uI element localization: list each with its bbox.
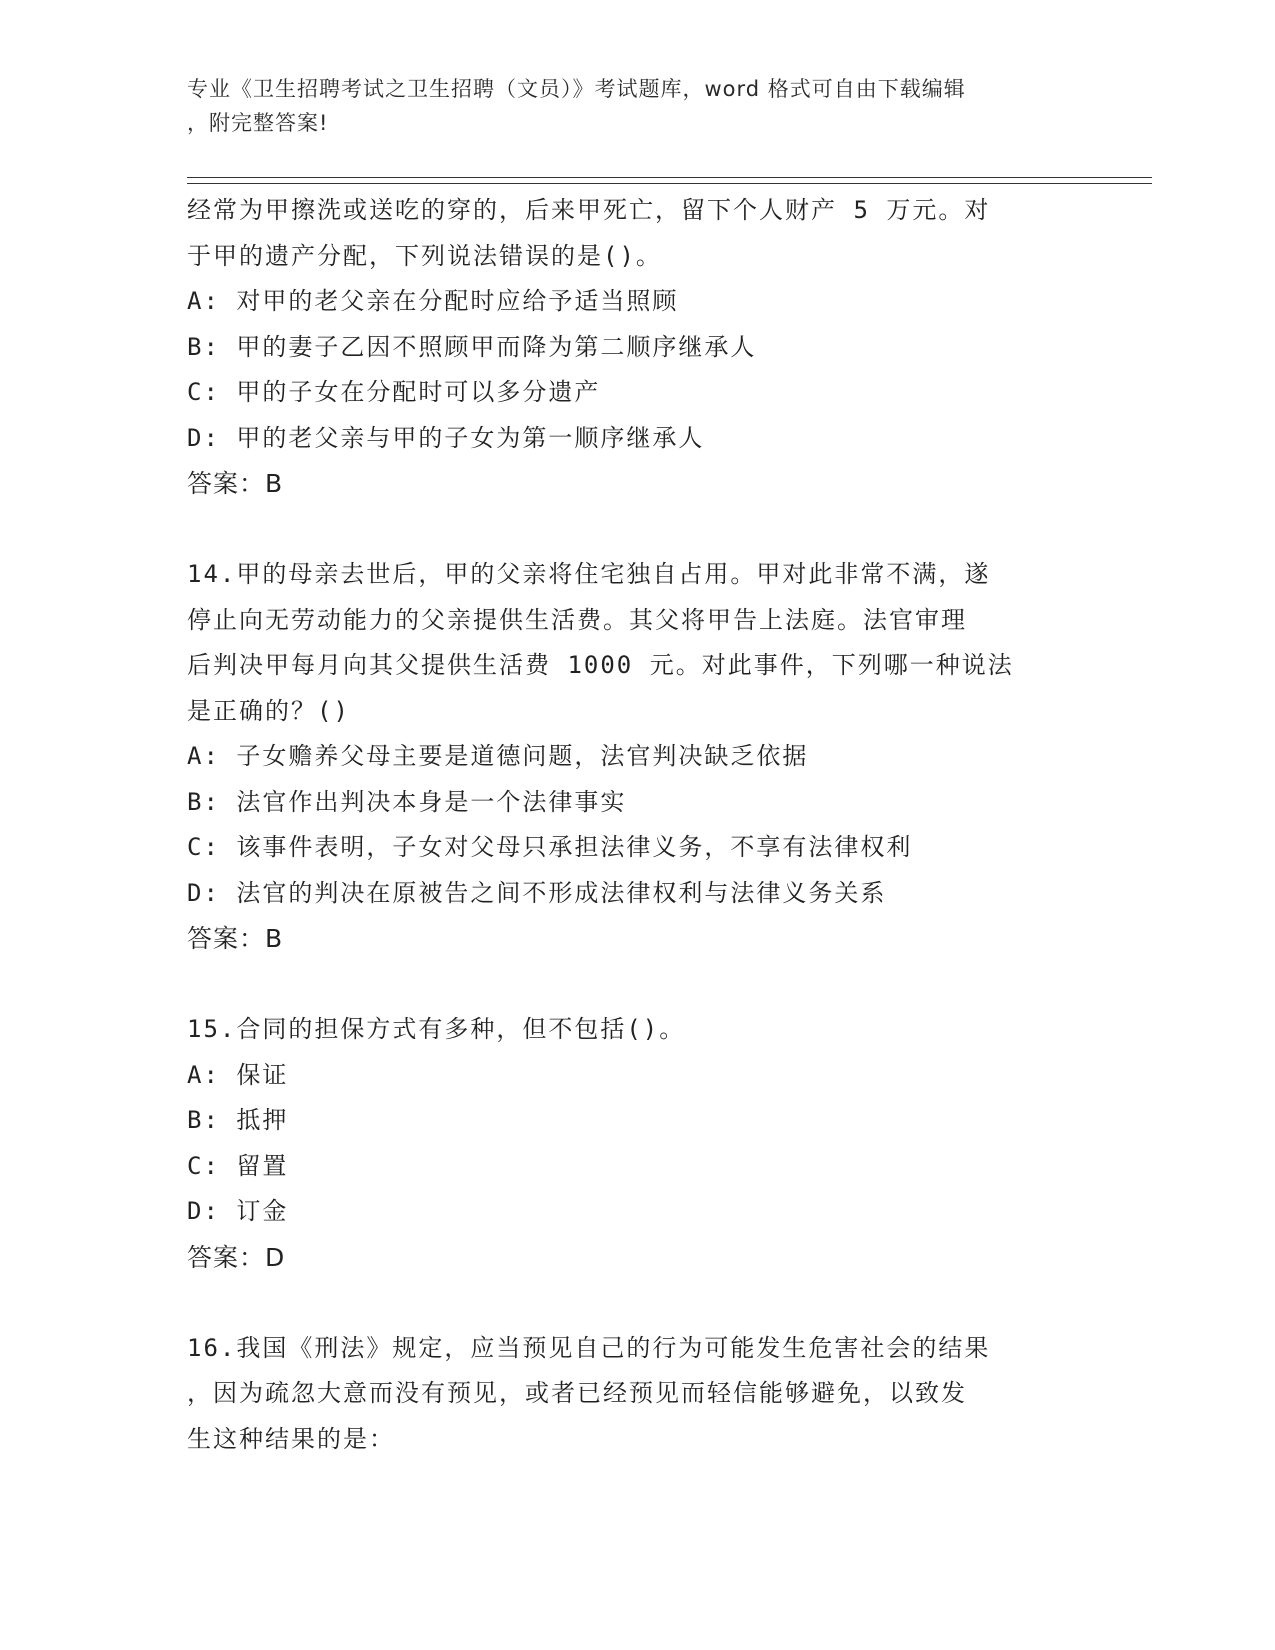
option-b: B: 甲的妻子乙因不照顾甲而降为第二顺序继承人: [187, 332, 757, 361]
option-c: C: 甲的子女在分配时可以多分遗产: [187, 378, 601, 406]
header-line-1: 专业《卫生招聘考试之卫生招聘（文员）》考试题库，word 格式可自由下载编辑: [187, 77, 966, 101]
question-13: [187, 188, 1087, 507]
question-stem-line: ，因为疏忽大意而没有预见，或者已经预见而轻信能够避免，以致发: [187, 1379, 967, 1407]
question-stem-line: 停止向无劳动能力的父亲提供生活费。其父将甲告上法庭。法官审理: [187, 605, 967, 634]
spacer: [187, 962, 1087, 1008]
question-stem-line: 14.甲的母亲去世后，甲的父亲将住宅独自占用。甲对此非常不满，遂: [187, 560, 991, 588]
option-a: A: 对甲的老父亲在分配时应给予适当照顾: [187, 287, 679, 315]
header-divider-bottom: [187, 183, 1152, 184]
question-stem-line: 生这种结果的是：: [187, 1424, 395, 1453]
answer-line: 答案：B: [187, 924, 284, 953]
option-b: B: 抵押: [187, 1106, 289, 1134]
question-stem-line: 经常为甲擦洗或送吃的穿的，后来甲死亡，留下个人财产 5 万元。对: [187, 196, 991, 224]
option-a: A: 子女赡养父母主要是道德问题，法官判决缺乏依据: [187, 742, 809, 770]
option-c: C: 留置: [187, 1151, 289, 1180]
header-line-2: ，附完整答案!: [187, 111, 329, 135]
question-16: [187, 1326, 1087, 1463]
answer-line: 答案：B: [187, 469, 284, 498]
document-header: [187, 72, 1067, 140]
option-b: B: 法官作出判决本身是一个法律事实: [187, 787, 627, 816]
question-stem-line: 后判决甲每月向其父提供生活费 1000 元。对此事件，下列哪一种说法: [187, 651, 1014, 679]
document-body: [187, 188, 1087, 1462]
question-14: [187, 552, 1087, 962]
question-stem-line: 16.我国《刑法》规定，应当预见自己的行为可能发生危害社会的结果: [187, 1333, 991, 1362]
option-d: D: 法官的判决在原被告之间不形成法律权利与法律义务关系: [187, 878, 887, 907]
option-a: A: 保证: [187, 1060, 289, 1089]
question-15: [187, 1007, 1087, 1280]
spacer: [187, 1280, 1087, 1326]
option-c: C: 该事件表明，子女对父母只承担法律义务，不享有法律权利: [187, 833, 913, 861]
question-stem-line: 15.合同的担保方式有多种，但不包括()。: [187, 1015, 686, 1043]
spacer: [187, 507, 1087, 553]
header-divider-top: [187, 177, 1152, 178]
question-stem-line: 于甲的遗产分配，下列说法错误的是()。: [187, 241, 662, 270]
question-stem-line: 是正确的？(): [187, 696, 350, 725]
option-d: D: 订金: [187, 1197, 289, 1225]
option-d: D: 甲的老父亲与甲的子女为第一顺序继承人: [187, 423, 705, 452]
answer-line: 答案：D: [187, 1242, 286, 1272]
